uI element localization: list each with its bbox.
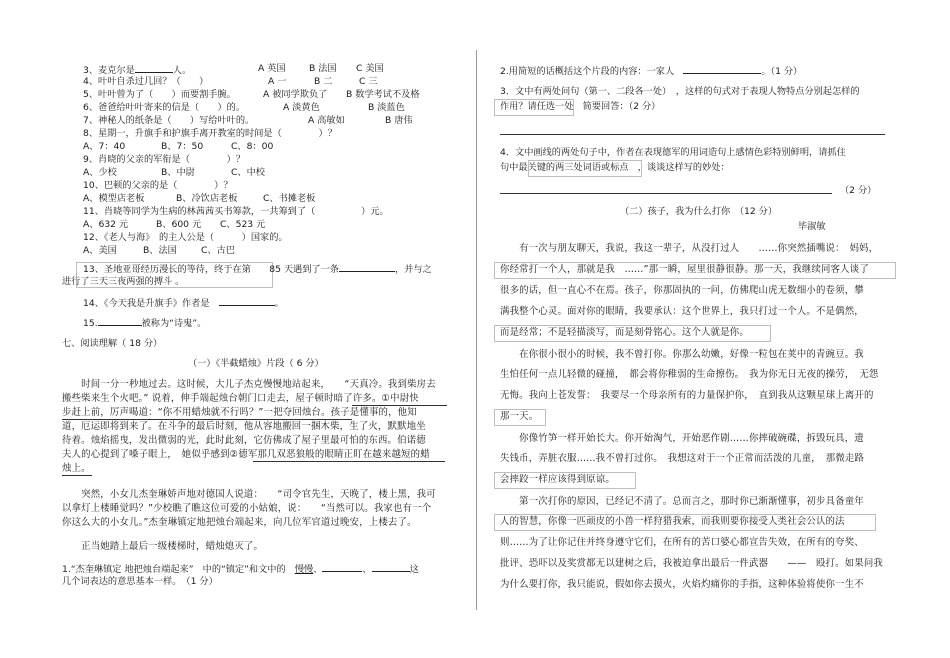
question-9: 9、肖晓的父亲的军衔是（ ）？ — [83, 154, 246, 165]
question-7: 7、神秘人的纸条是（ ）写给叶叶的。 A 高敏如 B 唐伟 — [83, 115, 413, 126]
question-13: 13、圣地亚哥经历漫长的等待，终于在第 85 天遇到了一条 ，并与之 — [83, 264, 432, 275]
passage-2-line: 有一次与朋友聊天，我说，我这一辈子，从没打过人 ……你突然插嘴说： 妈妈， — [500, 243, 879, 254]
question-12-options: A、美国 B、法国 C、古巴 — [83, 245, 235, 256]
passage-1-line: 以拿灯上楼睡觉吗？”少校瞧了瞧这位可爱的小姑娘，说： “当然可以。我家也有一个 — [62, 503, 432, 514]
underline-mark — [62, 475, 92, 476]
question-9-options: A、少校 B、中尉 C、中校 — [83, 167, 265, 178]
passage-2-line: 批评、恐吓以及奖赏都无以建树之后，我被迫拿出最后一件武器 —— 殴打。如果问我 — [500, 558, 884, 569]
question-15: 15. 被称为“诗鬼”。 — [83, 318, 207, 329]
passage-1-line: 你这么大的小女儿。”杰奎琳镇定地把烛台端起来，向几位军官道过晚安，上楼去了。 — [62, 517, 417, 528]
passage-2-line: 第一次打你的原因，已经记不清了。总而言之，那时你已渐渐懂事，初步具备童年 — [500, 496, 864, 507]
reading-question-2: 2.用简短的话概括这个片段的内容：一家人 。（1 分） — [500, 66, 803, 77]
passage-1-line: 搬些柴来生个火吧。” 说着，伸手端起烛台朝门口走去，屋子顿时暗了许多。①中尉快 — [62, 393, 419, 404]
question-4: 4、叶叶自杀过几回？（ ） A 一 B 二 C 三 — [83, 76, 378, 87]
answer-line[interactable] — [500, 134, 885, 135]
passage-1-line: 时间一分一秒地过去。这时候，大儿子杰克慢慢地站起来， “天真冷。我到柴房去 — [62, 379, 436, 390]
question-8: 8、星期一，升旗手和护旗手离开教室的时间是（ ）？ — [83, 128, 337, 139]
passage-1-line: 烛上。 — [62, 463, 91, 474]
passage-2-line: 那一天。 — [500, 411, 539, 422]
passage-1-line: 正当她踏上最后一级楼梯时，蜡烛熄灭了。 — [62, 541, 264, 552]
text-box-outline — [494, 514, 876, 531]
answer-blank[interactable] — [683, 64, 761, 74]
answer-box — [494, 99, 574, 116]
passage-1-line: 待着。烛焰摇曳，发出微弱的光，此时此刻，它仿佛成了屋子里最可怕的东西。伯诺德 — [62, 435, 426, 446]
text-box-outline — [494, 472, 636, 489]
question-11-options: A、632 元 B、600 元 C、523 元 — [83, 219, 266, 230]
passage-1-line: 步赶上前，厉声喝道：“你不用蜡烛就不行吗？”一把夺回烛台。孩子是懂事的，他知 — [62, 407, 417, 418]
passage-2-line: 无悔。我向上苍发誓： 我要尽一个母亲所有的力量保护你， 直到我从这颗星球上离开的 — [500, 390, 874, 401]
question-12: 12、《老人与海》 的主人公是（ ）国家的。 — [83, 232, 288, 243]
passage-1-title: （一）《半截蜡烛》片段（ 6 分） — [188, 358, 324, 369]
reading-question-1: 1.“杰奎琳镇定 地把烛台端起来” 中的“镇定”和文中的 慢慢、 、 这 — [62, 564, 419, 575]
underline-mark — [62, 419, 352, 420]
passage-1-line: 突然，小女儿杰奎琳娇声地对德国人说道： “司令官先生，天晚了，楼上黑，我可 — [62, 489, 436, 500]
answer-blank[interactable] — [219, 296, 275, 306]
passage-2-line: 你经常打一个人，那就是我 ……”那一瞬，屋里很静很静。那一天，我继续同客人谈了 — [500, 264, 869, 275]
reading-question-4-score: （2 分） — [840, 185, 877, 196]
question-11: 11、肖晓等同学为生病的林茜茜买书筹款，一共筹到了（ ）元。 — [83, 206, 389, 217]
passage-2-line: 满我整个心灵。面对你的眼睛，我要承认：这个世界上，我只打过一个人。不是偶然， — [500, 306, 864, 317]
answer-box — [528, 160, 642, 177]
answer-blank[interactable] — [372, 562, 410, 572]
passage-2-line: 生怕任何一点儿轻微的碰撞， 都会将你稚弱的生命擦伤。 我为你无日无夜的操劳， 无怨 — [500, 369, 879, 380]
passage-2-line: 则……为了让你记住并终身遵守它们，在所有的苦口婆心都宣告失效，在所有的夸奖、 — [500, 537, 864, 548]
question-5: 5、叶叶曾为了（ ）而要割手腕。 A 被同学欺负了 B 数学考试不及格 — [83, 89, 420, 100]
passage-2-line: 而是经常；不是轻描淡写，而是刻骨铭心。这个人就是你。 — [500, 327, 749, 338]
reading-question-4: 4．文中画线的两处句子中，作者在表现德军的用词造句上感情色彩特别鲜明，请抓住 — [500, 147, 846, 158]
section-7-heading: 七、阅读理解（ 18 分） — [62, 338, 163, 349]
answer-blank[interactable] — [98, 316, 142, 326]
passage-2-line: 你像竹笋一样开始长大。你开始淘气，开始恶作剧……你摔破碗碟，拆毁玩具，遗 — [500, 433, 864, 444]
underline-mark — [352, 405, 447, 406]
passage-2-line: 人的智慧，你像一匹顽皮的小兽一样狩猎我索，而我则要你接受人类社会公认的法 — [500, 516, 845, 527]
passage-2-line: 很多的话，但一直心不在焉。孩子，你那固执的一问，仿佛爬山虎无数细小的卷须，攀 — [500, 285, 864, 296]
question-13-cont: 进行了三天三夜两强的搏斗 。 — [62, 276, 185, 287]
underline-mark — [253, 461, 445, 462]
passage-2-author: 毕淑敏 — [798, 221, 826, 232]
reading-question-4-cont: 句中最关键的两三处词语或标点 ，谈谈这样写的妙处： — [500, 162, 730, 173]
reading-question-1-cont: 几个词表达的意思基本一样。 （1 分） — [62, 576, 218, 587]
reading-question-3-cont: 作用？请任选一处 简要回答：（2 分） — [500, 101, 661, 112]
passage-2-line: 在你很小很小的时候，我不曾打你。你那么幼嫩，好像一粒包在荚中的青豌豆。我 — [500, 349, 864, 360]
reading-question-3: 3．文中有两处问句（第一、二段各一处） ，这样的句式对于表现人物特点分别起怎样的 — [500, 86, 860, 97]
question-3: 3、麦克尔是 人。 A 英国 B 法国 C 美国 — [83, 63, 384, 76]
passage-1-line: 夫人的心提到了嗓子眼上， 她似乎感到②德军那几双恶狼般的眼睛正盯在越来越短的蜡 — [62, 449, 430, 460]
text-box-outline — [494, 409, 546, 426]
question-6: 6、爸爸给叶叶寄来的信是（ ）的。 A 淡黄色 B 淡蓝色 — [83, 102, 405, 113]
passage-2-line: 失钱币，弄脏衣服……我不曾打过你。 我想这对于一个正常而活泼的儿童， 那微走路 — [500, 453, 865, 464]
text-box-outline — [494, 262, 896, 279]
passage-2-title: （二）孩子，我为什么打你 （12 分） — [620, 206, 778, 217]
passage-2-line: 为什么要打你，我只能说，假如你去摸火，火焰灼痛你的手指，这种体验将使你一生不 — [500, 579, 864, 590]
passage-1-line: 道，厄运即将到来了。在斗争的最后时刻，他从容地搬回一捆木柴，生了火，默默地坐 — [62, 421, 426, 432]
question-10: 10、巴顿的父亲的是（ ）？ — [83, 180, 233, 191]
column-divider — [476, 50, 477, 610]
question-8-options: A、7：40 B、7：50 C、8：00 — [83, 141, 274, 152]
question-14: 14、《今天我是升旗手》作者是 。 — [83, 298, 284, 309]
passage-2-line: 会摔跤一样应该得到原谅。 — [500, 474, 615, 485]
answer-line[interactable] — [500, 193, 832, 194]
answer-blank[interactable] — [135, 63, 173, 73]
text-box-outline — [494, 325, 771, 342]
answer-blank[interactable] — [339, 262, 395, 272]
question-10-options: A、模型店老板 B、冷饮店老板 C、书摊老板 — [83, 193, 316, 204]
answer-blank[interactable] — [322, 562, 362, 572]
